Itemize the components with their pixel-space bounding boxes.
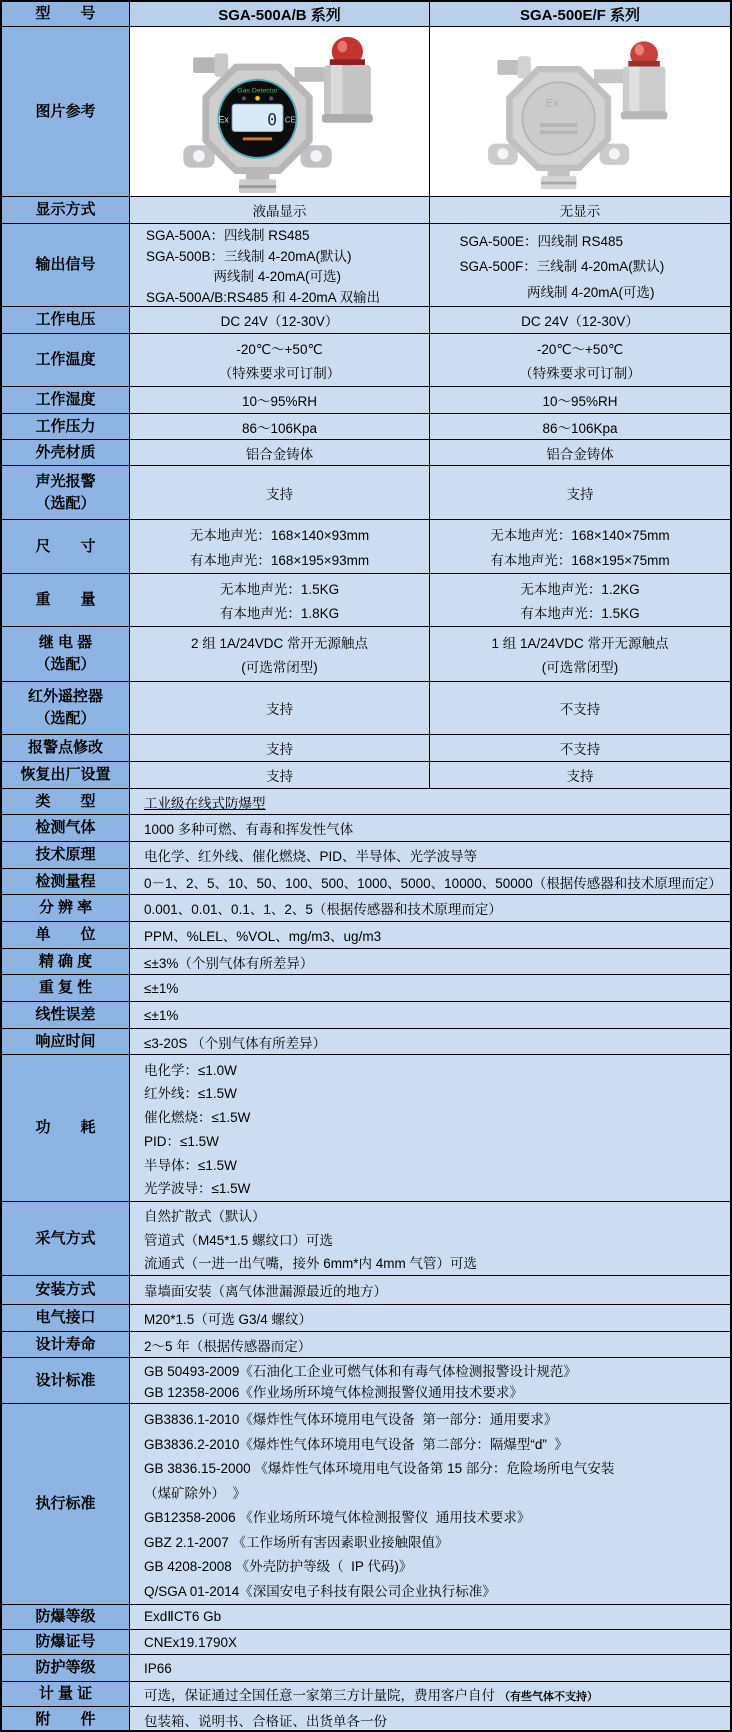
value-cell-ef: -20℃～+50℃ （特殊要求可订制） — [430, 334, 730, 386]
row-label: 安装方式 — [2, 1276, 130, 1304]
beacon-cap — [321, 113, 372, 122]
row-label: 恢复出厂设置 — [2, 762, 130, 788]
value-cell-ab: 铝合金铸体 — [130, 440, 430, 465]
row-label: 外壳材质 — [2, 440, 130, 465]
row-label: 工作温度 — [2, 334, 130, 386]
spec-row — [2, 1358, 730, 1404]
spec-row — [2, 815, 730, 842]
value-cell-ef: 无显示 — [430, 197, 730, 223]
spec-row — [2, 1682, 730, 1707]
row-label: 线性误差 — [2, 1002, 130, 1028]
spec-row — [2, 627, 730, 682]
row-label: 电气接口 — [2, 1305, 130, 1331]
value-cell-ab: SGA-500A：四线制 RS485 SGA-500B：三线制 4-20mA(默认) 两线制 4-20mA(可选) SGA-500A/B:RS485 和 4-20mA 双输出 — [130, 224, 430, 306]
spec-row — [2, 1055, 730, 1202]
spec-row — [2, 682, 730, 735]
value-cell-merged: 0－1、2、5、10、50、100、500、1000、5000、10000、50000（根据传感器和技术原理而定） — [130, 869, 730, 894]
screen-caption-line — [242, 137, 271, 140]
row-label: 检测量程 — [2, 869, 130, 894]
value-cell-ab: -20℃～+50℃ （特殊要求可订制） — [130, 334, 430, 386]
row-label: 单 位 — [2, 922, 130, 948]
screen-title: Gas Detector — [236, 86, 278, 94]
value-cell-ef: 无本地声光：1.2KG 有本地声光：1.5KG — [430, 574, 730, 626]
spec-row — [2, 1305, 730, 1332]
power-led — [255, 95, 260, 100]
image-reference-row — [2, 27, 730, 197]
row-label: 显示方式 — [2, 197, 130, 223]
spec-row — [2, 895, 730, 922]
mount-hole-left — [193, 150, 205, 162]
spec-row — [2, 869, 730, 895]
spec-row — [2, 440, 730, 466]
row-label: 输出信号 — [2, 224, 130, 306]
value-cell-merged: 0.001、0.01、0.1、1、2、5（根据传感器和技术原理而定） — [130, 895, 730, 921]
spec-row — [2, 1707, 730, 1732]
sensor-band — [239, 185, 276, 188]
ex-mark: Ex — [218, 114, 229, 125]
spec-row — [2, 975, 730, 1002]
row-label: 功 耗 — [2, 1055, 130, 1201]
row-label: 声光报警 （选配） — [2, 466, 130, 519]
value-cell-ab: 支持 — [130, 735, 430, 761]
value-cell-merged: M20*1.5（可选 G3/4 螺纹） — [130, 1305, 730, 1331]
value-cell-merged: IP66 — [130, 1655, 730, 1681]
value-cell-merged: 2～5 年（根据传感器而定） — [130, 1332, 730, 1357]
beacon-highlight — [337, 40, 347, 52]
row-label: 计 量 证 — [2, 1682, 130, 1706]
sensor-band — [541, 181, 576, 184]
value-cell-merged: 包装箱、说明书、合格证、出货单各一份 — [130, 1707, 730, 1732]
row-label: 设计标准 — [2, 1358, 130, 1403]
value-cell-merged: 可选，保证通过全国任意一家第三方计量院，费用客户自付 （有些气体不支持） — [130, 1682, 730, 1706]
spec-row — [2, 842, 730, 869]
spec-row — [2, 1276, 730, 1305]
header-series-ab: SGA-500A/B 系列 — [130, 2, 430, 26]
fault-led — [269, 96, 273, 100]
beacon-body — [623, 66, 666, 112]
row-label: 工作压力 — [2, 414, 130, 439]
row-label: 防爆等级 — [2, 1605, 130, 1629]
spec-row — [2, 1630, 730, 1655]
value-cell-ef: 支持 — [430, 762, 730, 788]
gas-detector-image-a — [165, 30, 395, 194]
gas-detector-image-b — [472, 34, 688, 190]
value-cell-ab: 无本地声光：1.5KG 有本地声光：1.8KG — [130, 574, 430, 626]
spec-row — [2, 334, 730, 387]
beacon-shine — [330, 65, 342, 116]
spec-row — [2, 735, 730, 762]
row-label: 响应时间 — [2, 1029, 130, 1054]
spec-row — [2, 762, 730, 789]
value-cell-ab: 支持 — [130, 762, 430, 788]
row-label: 技术原理 — [2, 842, 130, 868]
value-cell-ef: 86～106Kpa — [430, 414, 730, 439]
value-cell-merged: 靠墙面安装（离气体泄漏源最近的地方） — [130, 1276, 730, 1304]
row-label: 附 件 — [2, 1707, 130, 1732]
row-label: 防爆证号 — [2, 1630, 130, 1654]
row-label: 尺 寸 — [2, 520, 130, 573]
row-label: 图片参考 — [2, 27, 130, 196]
row-label: 红外遥控器 （选配） — [2, 682, 130, 734]
value-cell-merged: 1000 多种可燃、有毒和挥发性气体 — [130, 815, 730, 841]
etched-text-line — [540, 130, 577, 134]
value-cell-ef: 无本地声光：168×140×75mm 有本地声光：168×195×75mm — [430, 520, 730, 573]
value-cell-ab: 2 组 1A/24VDC 常开无源触点 (可选常闭型) — [130, 627, 430, 681]
row-label: 重 量 — [2, 574, 130, 626]
table-header-row — [2, 2, 730, 27]
value-cell-merged: ≤3-20S （个别气体有所差异） — [130, 1029, 730, 1054]
value-cell-ef: 支持 — [430, 466, 730, 519]
header-model-label: 型 号 — [2, 2, 130, 26]
value-cell-ab: 液晶显示 — [130, 197, 430, 223]
value-cell-ef: 不支持 — [430, 682, 730, 734]
spec-row — [2, 466, 730, 520]
row-label: 精 确 度 — [2, 949, 130, 974]
value-cell-ab: 支持 — [130, 466, 430, 519]
value-cell-ef: 1 组 1A/24VDC 常开无源触点 (可选常闭型) — [430, 627, 730, 681]
value-cell-merged: 自然扩散式（默认） 管道式（M45*1.5 螺纹口）可选 流通式（一进一出气嘴，接外 6mm*内 4mm 气管）可选 — [130, 1202, 730, 1275]
spec-row — [2, 1202, 730, 1276]
value-cell-merged: ExdⅡCT6 Gb — [130, 1605, 730, 1629]
spec-row — [2, 1029, 730, 1055]
value-cell-merged: ≤±1% — [130, 975, 730, 1001]
row-label: 重 复 性 — [2, 975, 130, 1001]
row-label: 报警点修改 — [2, 735, 130, 761]
row-label: 类 型 — [2, 789, 130, 814]
status-led — [241, 96, 245, 100]
spec-row — [2, 922, 730, 949]
row-label: 执行标准 — [2, 1404, 130, 1604]
value-cell-ab: 86～106Kpa — [130, 414, 430, 439]
value-cell-ab: 10～95%RH — [130, 387, 430, 413]
beacon-shine — [629, 66, 639, 112]
value-cell-ef: 10～95%RH — [430, 387, 730, 413]
mount-hole-left — [497, 148, 508, 159]
device-photo-ab — [130, 27, 430, 196]
face-panel — [522, 82, 594, 154]
spec-row — [2, 1655, 730, 1682]
row-label: 工作电压 — [2, 307, 130, 333]
ex-mark: Ex — [545, 96, 559, 109]
beacon-base — [628, 60, 660, 66]
ce-mark: CE — [284, 115, 296, 125]
spec-row — [2, 789, 730, 815]
spec-row — [2, 307, 730, 334]
sensor-neck — [548, 167, 570, 176]
sensor-neck — [245, 170, 268, 180]
value-cell-merged: ≤±1% — [130, 1002, 730, 1028]
lcd-reading: 0 — [266, 110, 277, 130]
value-cell-ab: 无本地声光：168×140×93mm 有本地声光：168×195×93mm — [130, 520, 430, 573]
etched-text-line — [540, 123, 577, 127]
value-cell-merged: GB3836.1-2010《爆炸性气体环境用电气设备 第一部分：通用要求》 GB3836.2-2010《爆炸性气体环境用电气设备 第二部分：隔爆型“d” 》 GB 3836.15-2000 《爆炸性气体环境用电气设备第 15 部分：危险场所电气安装 （煤矿除外） 》 GB12358-2006 《作业场所环境气体检测报警仪 通用技术要求》 GBZ 2.1-2007 《工作场所有害因素职业接触限值》 GB 4208-2008 《外壳防护等级（ IP 代码)》 Q/SGA 01-2014《深国安电子科技有限公司企业执行标准》 — [130, 1404, 730, 1604]
spec-row — [2, 414, 730, 440]
row-label: 防护等级 — [2, 1655, 130, 1681]
value-cell-ef: DC 24V（12-30V） — [430, 307, 730, 333]
beacon-highlight — [635, 44, 644, 55]
row-label: 分 辨 率 — [2, 895, 130, 921]
value-cell-merged: 工业级在线式防爆型 — [130, 789, 730, 814]
spec-row — [2, 1605, 730, 1630]
beacon-cap — [621, 111, 667, 119]
value-cell-merged: 电化学、红外线、催化燃烧、PID、半导体、光学波导等 — [130, 842, 730, 868]
value-note: （有些气体不支持） — [499, 1691, 598, 1703]
header-series-ef: SGA-500E/F 系列 — [430, 2, 730, 26]
spec-row — [2, 949, 730, 975]
beacon-base — [329, 59, 364, 65]
row-label: 设计寿命 — [2, 1332, 130, 1357]
row-label: 采气方式 — [2, 1202, 130, 1275]
spec-row — [2, 387, 730, 414]
spec-row — [2, 1002, 730, 1029]
mount-hole-right — [310, 150, 322, 162]
device-photo-ef — [430, 27, 730, 196]
value-cell-merged: GB 50493-2009《石油化工企业可燃气体和有毒气体检测报警设计规范》 GB 12358-2006《作业场所环境气体检测报警仪通用技术要求》 — [130, 1358, 730, 1403]
value-cell-ab: DC 24V（12-30V） — [130, 307, 430, 333]
value-cell-merged: PPM、%LEL、%VOL、mg/m3、ug/m3 — [130, 922, 730, 948]
mount-hole-right — [609, 148, 620, 159]
row-label: 检测气体 — [2, 815, 130, 841]
row-label: 工作湿度 — [2, 387, 130, 413]
spec-row — [2, 1404, 730, 1605]
beacon-arm — [594, 69, 627, 83]
value-cell-ef: 不支持 — [430, 735, 730, 761]
spec-row — [2, 520, 730, 574]
value-cell-merged: 电化学：≤1.0W 红外线：≤1.5W 催化燃烧：≤1.5W PID：≤1.5W 半导体：≤1.5W 光学波导：≤1.5W — [130, 1055, 730, 1201]
value-cell-merged: CNEx19.1790X — [130, 1630, 730, 1654]
row-label: 继 电 器 （选配） — [2, 627, 130, 681]
value-cell-ef: 铝合金铸体 — [430, 440, 730, 465]
spec-row — [2, 197, 730, 224]
spec-row — [2, 574, 730, 627]
spec-row — [2, 224, 730, 307]
spec-row — [2, 1332, 730, 1358]
value-cell-ab: 支持 — [130, 682, 430, 734]
value-cell-merged: ≤±3%（个别气体有所差异） — [130, 949, 730, 974]
value-cell-ef: SGA-500E：四线制 RS485 SGA-500F：三线制 4-20mA(默认) 两线制 4-20mA(可选) — [430, 224, 730, 306]
